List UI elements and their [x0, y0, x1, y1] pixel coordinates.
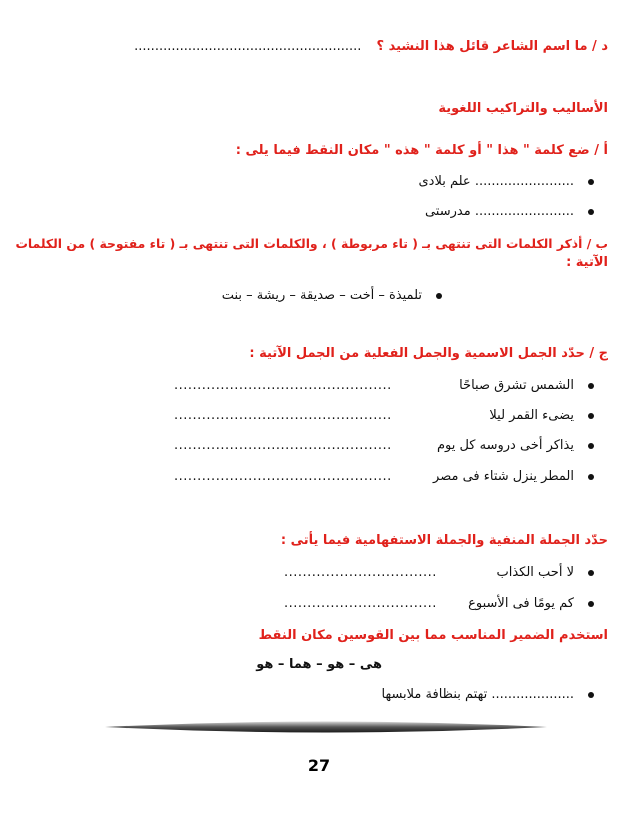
pronoun-options: هى – هو – هما – هو [256, 657, 382, 672]
list-item [222, 287, 442, 305]
list-item [284, 595, 594, 613]
bullet-icon [588, 413, 594, 419]
answer-blank: ................................. [284, 596, 437, 611]
question-d-text: د / ما اسم الشاعر قائل هذا النشيد ؟ [376, 39, 608, 54]
decorative-divider [105, 718, 547, 736]
bullet-icon [588, 601, 594, 607]
page-number: 27 [307, 756, 331, 775]
instruction-negation: حدّد الجملة المنفية والجملة الاستفهامية فيما يأتى : [280, 533, 608, 548]
question-d [134, 38, 608, 56]
answer-blank: ............................................... [174, 438, 392, 453]
bullet-icon [588, 209, 594, 215]
word-list: تلميذة – أخت – صديقة – ريشة – بنت [221, 288, 422, 303]
answer-blank: ............................................... [174, 378, 392, 393]
item-text: كم يومًا فى الأسبوع [468, 596, 574, 611]
item-text: مدرستى [424, 204, 471, 219]
answer-blank: ........................ [474, 174, 574, 189]
instruction-a: أ / ضع كلمة " هذا " أو كلمة " هذه " مكان النقط فيما يلى : [235, 143, 608, 158]
item-text: المطر ينزل شتاء فى مصر [433, 469, 574, 484]
item-text: الشمس تشرق صباحًا [459, 378, 574, 393]
list-item [174, 437, 594, 455]
list-item [418, 173, 594, 191]
instruction-b-cont: الآتية : [566, 255, 608, 270]
list-item [174, 407, 594, 425]
answer-blank: ................................. [284, 565, 437, 580]
list-item [284, 564, 594, 582]
item-text: علم بلادى [418, 174, 471, 189]
item-text: يضىء القمر ليلا [489, 408, 574, 423]
bullet-icon [588, 179, 594, 185]
list-item [425, 203, 594, 221]
bullet-icon [588, 474, 594, 480]
bullet-icon [588, 443, 594, 449]
list-item [382, 686, 595, 704]
bullet-icon [436, 293, 442, 299]
list-item [174, 468, 594, 486]
answer-blank: ............................................... [174, 469, 392, 484]
answer-blank: ........................ [474, 204, 574, 219]
bullet-icon [588, 692, 594, 698]
section-heading: الأساليب والتراكيب اللغوية [438, 101, 608, 116]
item-text: يذاكر أخى دروسه كل يوم [436, 438, 574, 453]
item-text: تهتم بنظافة ملابسها [381, 687, 488, 702]
bullet-icon [588, 570, 594, 576]
bullet-icon [588, 383, 594, 389]
answer-blank: ............................................... [174, 408, 392, 423]
instruction-c: ج / حدّد الجمل الاسمية والجمل الفعلية من الجمل الآتية : [249, 346, 608, 361]
instruction-pronoun: استخدم الضمير المناسب مما بين القوسين مكان النقط [258, 628, 608, 643]
list-item [174, 377, 594, 395]
answer-blank: ....................................................... [134, 39, 362, 54]
item-text: لا أحب الكذاب [496, 565, 574, 580]
instruction-b: ب / أذكر الكلمات التى تنتهى بـ ( تاء مربوطة ) ، والكلمات التى تنتهى بـ ( تاء مفتوحة ) من الكلمات [15, 236, 608, 251]
answer-blank: .................... [491, 687, 574, 702]
